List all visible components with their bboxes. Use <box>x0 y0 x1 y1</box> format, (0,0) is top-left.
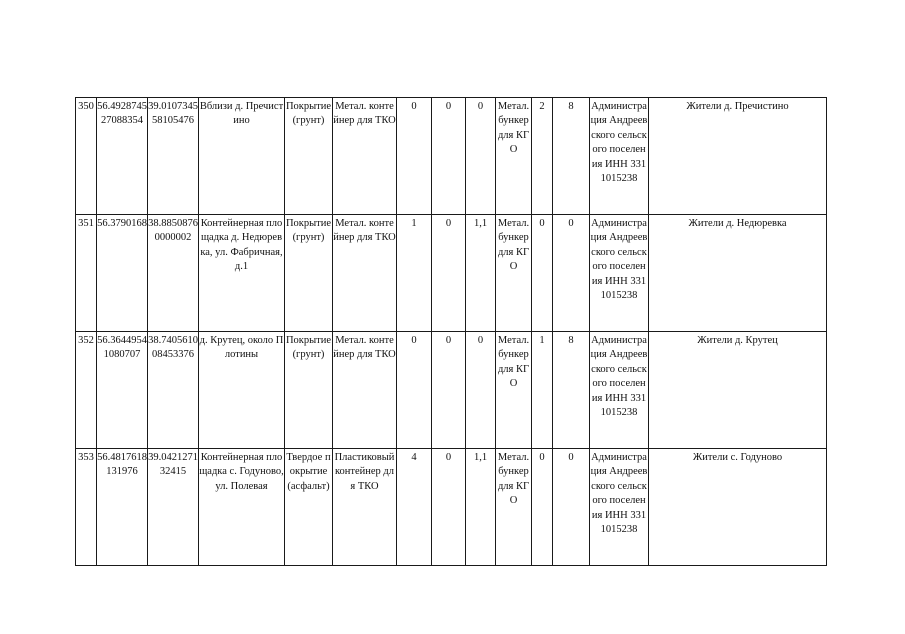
container-planned-cell: 0 <box>432 98 466 215</box>
row-number: 353 <box>76 449 97 566</box>
latitude-cell: 56.36449541080707 <box>97 332 148 449</box>
container-volume-cell: 1,1 <box>466 449 496 566</box>
row-number: 351 <box>76 215 97 332</box>
container-volume-cell: 1,1 <box>466 215 496 332</box>
surface-cell: Покрытие (грунт) <box>285 215 333 332</box>
latitude-cell: 56.492874527088354 <box>97 98 148 215</box>
kgo-count-cell: 0 <box>532 215 553 332</box>
container-type-cell: Пластиковый контейнер для ТКО <box>333 449 397 566</box>
longitude-cell: 38.88508760000002 <box>148 215 199 332</box>
surface-cell: Покрытие (грунт) <box>285 98 333 215</box>
served-residents-cell: Жители д. Недюревка <box>649 215 827 332</box>
container-type-cell: Метал. контейнер для ТКО <box>333 332 397 449</box>
container-count-cell: 0 <box>397 332 432 449</box>
kgo-count-cell: 2 <box>532 98 553 215</box>
container-volume-cell: 0 <box>466 332 496 449</box>
table-row <box>76 449 827 566</box>
container-planned-cell: 0 <box>432 215 466 332</box>
kgo-count-cell: 1 <box>532 332 553 449</box>
location-cell: Контейнерная площадка с. Годуново, ул. Полевая <box>199 449 285 566</box>
table-row <box>76 215 827 332</box>
container-count-cell: 4 <box>397 449 432 566</box>
container-count-cell: 1 <box>397 215 432 332</box>
served-residents-cell: Жители д. Пречистино <box>649 98 827 215</box>
kgo-type-cell: Метал. бункер для КГО <box>496 449 532 566</box>
container-planned-cell: 0 <box>432 449 466 566</box>
table-row <box>76 332 827 449</box>
kgo-volume-cell: 8 <box>553 332 590 449</box>
kgo-volume-cell: 8 <box>553 98 590 215</box>
latitude-cell: 56.4817618131976 <box>97 449 148 566</box>
container-count-cell: 0 <box>397 98 432 215</box>
served-residents-cell: Жители с. Годуново <box>649 449 827 566</box>
longitude-cell: 39.010734558105476 <box>148 98 199 215</box>
kgo-type-cell: Метал. бункер для КГО <box>496 98 532 215</box>
longitude-cell: 38.740561008453376 <box>148 332 199 449</box>
owner-cell: Администрация Андреевского сельского поселения ИНН 3311015238 <box>590 449 649 566</box>
owner-cell: Администрация Андреевского сельского поселения ИНН 3311015238 <box>590 332 649 449</box>
location-cell: Контейнерная площадка д. Недюревка, ул. Фабричная, д.1 <box>199 215 285 332</box>
kgo-volume-cell: 0 <box>553 215 590 332</box>
owner-cell: Администрация Андреевского сельского поселения ИНН 3311015238 <box>590 98 649 215</box>
registry-table <box>75 97 827 566</box>
row-number: 350 <box>76 98 97 215</box>
location-cell: Вблизи д. Пречистино <box>199 98 285 215</box>
kgo-volume-cell: 0 <box>553 449 590 566</box>
location-cell: д. Крутец, около Плотины <box>199 332 285 449</box>
surface-cell: Покрытие (грунт) <box>285 332 333 449</box>
latitude-cell: 56.3790168 <box>97 215 148 332</box>
kgo-type-cell: Метал. бункер для КГО <box>496 332 532 449</box>
surface-cell: Твердое покрытие (асфальт) <box>285 449 333 566</box>
table-row <box>76 98 827 215</box>
container-type-cell: Метал. контейнер для ТКО <box>333 215 397 332</box>
longitude-cell: 39.042127132415 <box>148 449 199 566</box>
owner-cell: Администрация Андреевского сельского поселения ИНН 3311015238 <box>590 215 649 332</box>
kgo-type-cell: Метал. бункер для КГО <box>496 215 532 332</box>
row-number: 352 <box>76 332 97 449</box>
kgo-count-cell: 0 <box>532 449 553 566</box>
container-volume-cell: 0 <box>466 98 496 215</box>
served-residents-cell: Жители д. Крутец <box>649 332 827 449</box>
container-planned-cell: 0 <box>432 332 466 449</box>
container-type-cell: Метал. контейнер для ТКО <box>333 98 397 215</box>
